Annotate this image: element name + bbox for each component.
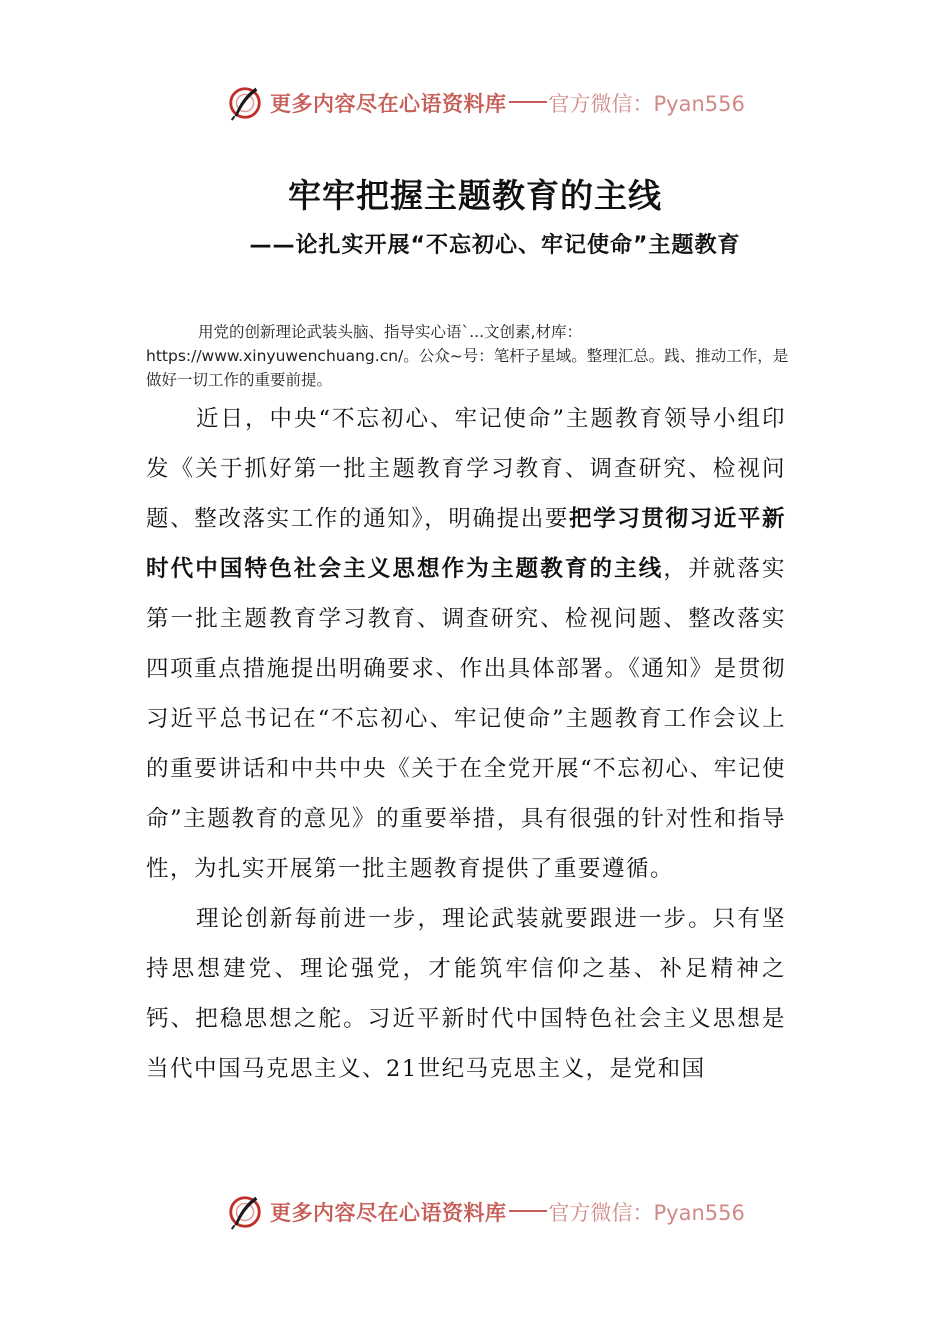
source-note-text: 用党的创新理论武装头脑、指导实心语`...文创素,材库：https://www.xinyuwenchuang.cn/。公众~号：笔杆子星域。整理汇总。践、推动工作，是做好一切工作的重要前提。 — [146, 323, 789, 389]
paragraph-1-lead: 近日，中央“不忘初心、牢记使命”主题教育领导小组印发《关于抓好第一批主题教育学习教育、调查研究、检视问题、整改落实工作的通知》，明确提出要 — [146, 406, 786, 532]
banner-content — [226, 78, 745, 128]
paragraph-2: 理论创新每前进一步，理论武装就要跟进一步。只有坚持思想建党、理论强党，才能筑牢信仰之基、补足精神之钙、把稳思想之舵。习近平新时代中国特色社会主义思想是当代中国马克思主义、21世纪马克思主义，是党和国 — [146, 906, 786, 1082]
footer-banner — [0, 1187, 950, 1237]
banner-wechat: 官方微信：Pyan556 — [548, 1201, 745, 1225]
source-note — [146, 320, 796, 392]
feather-pen-circle-icon — [226, 84, 264, 122]
page-subtitle: ——论扎实开展“不忘初心、牢记使命”主题教育 — [249, 233, 741, 258]
paragraph-1-rest: ，并就落实第一批主题教育学习教育、调查研究、检视问题、整改落实四项重点措施提出明确要求、作出具体部署。《通知》是贯彻习近平总书记在“不忘初心、牢记使命”主题教育工作会议上的重要讲话和中共中央《关于在全党开展“不忘初心、牢记使命”主题教育的意见》的重要举措，具有很强的针对性和指导性，为扎实开展第一批主题教育提供了重要遵循。 — [146, 556, 786, 882]
banner-title: 更多内容尽在心语资料库 — [270, 1200, 507, 1225]
banner-divider — [509, 101, 547, 103]
paragraph-1-emphasis: 把学习贯彻习近平新时代中国特色社会主义思想作为主题教育的主线 — [146, 506, 786, 582]
banner-content — [226, 1187, 745, 1237]
header-banner — [0, 78, 950, 128]
feather-pen-circle-icon — [226, 1193, 264, 1231]
banner-title: 更多内容尽在心语资料库 — [270, 91, 507, 116]
paragraph-1 — [146, 394, 786, 894]
page-title: 牢牢把握主题教育的主线 — [288, 176, 662, 215]
banner-divider — [509, 1210, 547, 1212]
banner-wechat: 官方微信：Pyan556 — [548, 92, 745, 116]
article-body — [146, 394, 786, 1094]
